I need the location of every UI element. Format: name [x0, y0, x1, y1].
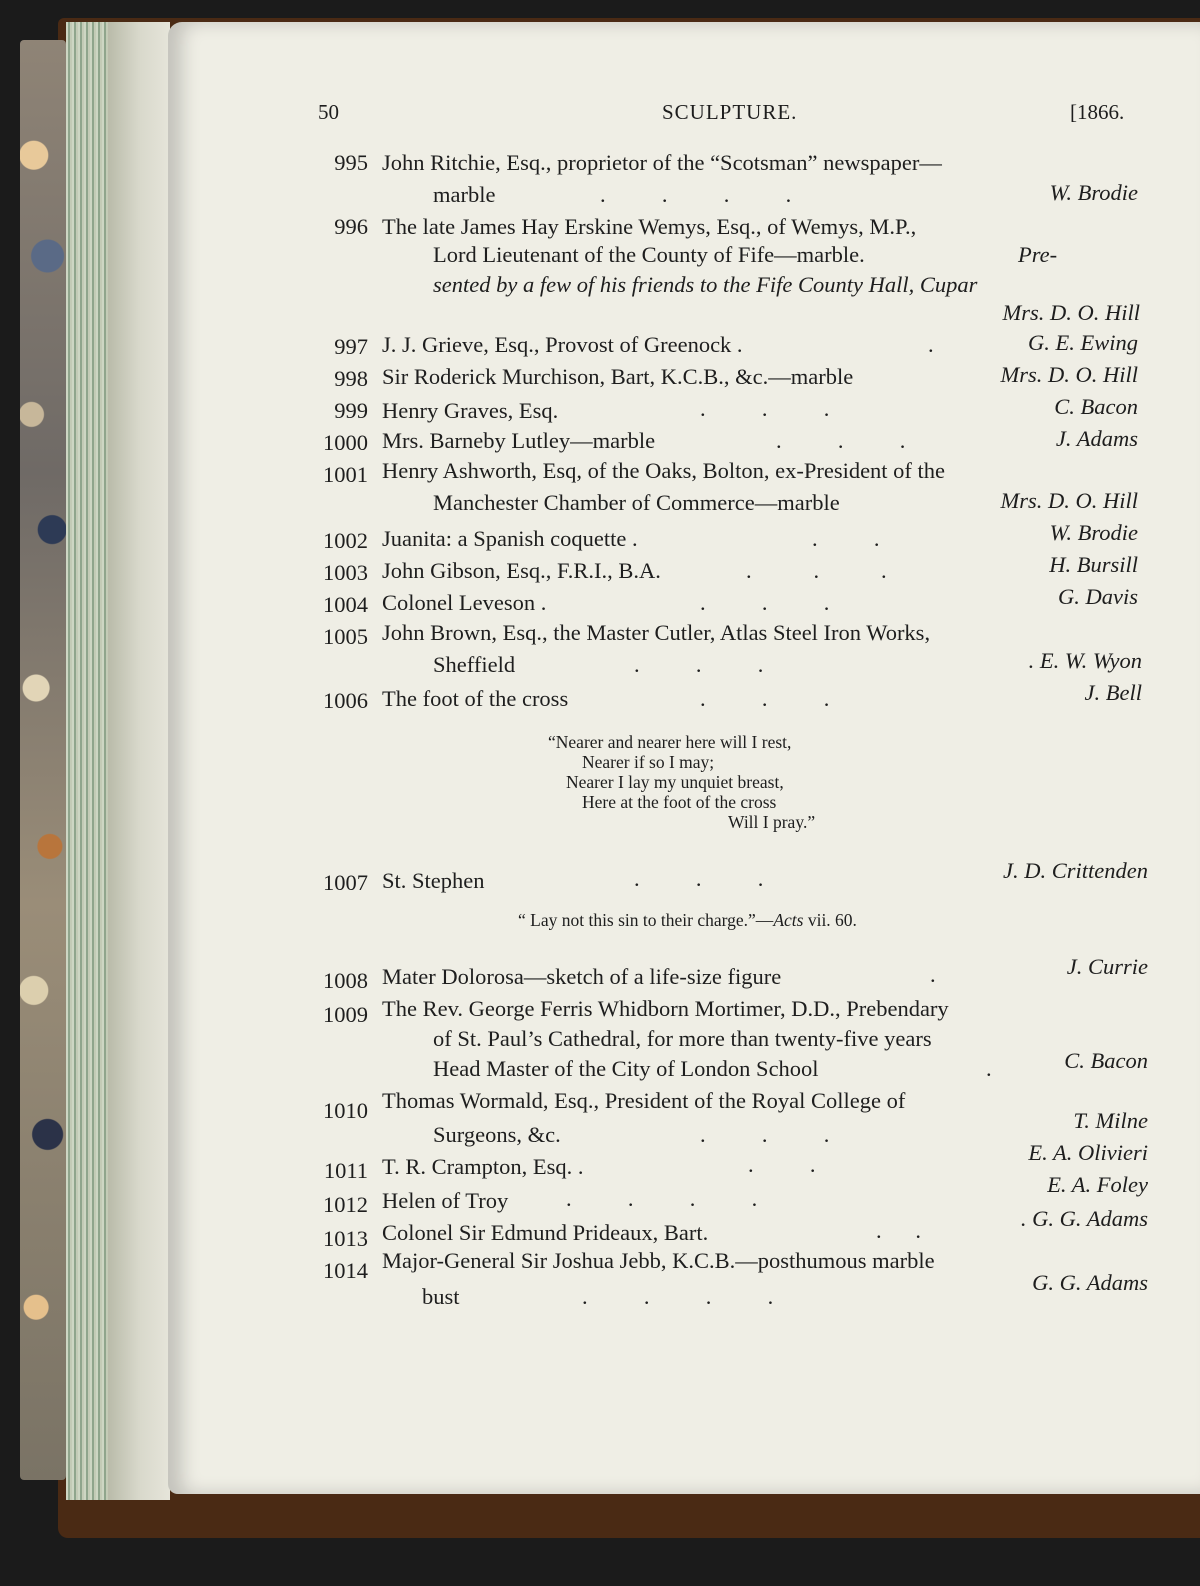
artist-name: H. Bursill [1049, 552, 1138, 577]
verse-line: Will I pray.” [728, 812, 816, 832]
page-edges [66, 22, 108, 1500]
artist-name: J. Currie [1066, 954, 1148, 979]
section-title: SCULPTURE. [662, 100, 798, 124]
entry-title-cont: of St. Paul’s Cathedral, for more than twenty-five years [433, 1026, 932, 1051]
entry-title-cont: bust [422, 1284, 460, 1309]
quote-text: “ Lay not this sin to their charge.”— [518, 910, 774, 930]
leader-dots: . . . [700, 590, 830, 615]
entry-note-cont: sented by a few of his friends to the Fife County Hall, Cupar [433, 272, 978, 297]
leader-dots: . . . . [600, 182, 792, 207]
entry-number: 1005 [323, 624, 368, 649]
leader-dots: . [930, 962, 936, 987]
entry-number: 1010 [323, 1098, 368, 1123]
verse-line: Here at the foot of the cross [582, 792, 777, 812]
artist-name: W. Brodie [1049, 520, 1138, 545]
entry-number: 1008 [323, 968, 368, 993]
entry-title: John Gibson, Esq., F.R.I., B.A. [382, 558, 661, 583]
entry-number: 1001 [323, 462, 368, 487]
entry-title-cont: Surgeons, &c. [433, 1122, 561, 1147]
entry-title: Mrs. Barneby Lutley—marble [382, 428, 656, 453]
entry-title: Helen of Troy [382, 1188, 509, 1213]
artist-name: . E. W. Wyon [1028, 648, 1142, 673]
entry-title-cont: Lord Lieutenant of the County of Fife—marble. [433, 242, 865, 267]
entry-title-cont: marble [433, 182, 496, 207]
entry-title-cont: Head Master of the City of London School [433, 1056, 819, 1081]
entry-title: Henry Ashworth, Esq, of the Oaks, Bolton, ex-President of the [382, 458, 946, 483]
entry-title: Henry Graves, Esq. [382, 398, 559, 423]
entry-number: 1004 [323, 592, 368, 617]
entry-title: Juanita: a Spanish coquette . [382, 526, 638, 551]
entry-title: Thomas Wormald, Esq., President of the Royal College of [382, 1088, 906, 1113]
artist-name: T. Milne [1073, 1108, 1148, 1133]
entry-title: Colonel Sir Edmund Prideaux, Bart. [382, 1220, 709, 1245]
leader-dots: . . [876, 1218, 921, 1243]
entry-number: 1003 [323, 560, 368, 585]
entry-number: 996 [334, 214, 368, 239]
verse-line: “Nearer and nearer here will I rest, [548, 732, 792, 752]
entry-number: 998 [334, 366, 368, 391]
leader-dots: . . [748, 1152, 816, 1177]
leader-dots: . . [812, 526, 880, 551]
entry-title: The Rev. George Ferris Whidborn Mortimer, D.D., Prebendary [382, 996, 949, 1021]
artist-name: Mrs. D. O. Hill [1002, 300, 1140, 325]
leader-dots: . . . [776, 428, 906, 453]
leader-dots: . . . [634, 866, 764, 891]
leader-dots: . . . [700, 686, 830, 711]
entry-number: 1006 [323, 688, 368, 713]
entry-title: Major-General Sir Joshua Jebb, K.C.B.—posthumous marble [382, 1248, 935, 1273]
artist-name: C. Bacon [1054, 394, 1138, 419]
artist-name: Mrs. D. O. Hill [1000, 488, 1138, 513]
entry-title: The foot of the cross [382, 686, 569, 711]
entry-number: 1000 [323, 430, 368, 455]
entry-note: Pre- [1018, 242, 1058, 267]
artist-name: Mrs. D. O. Hill [1000, 362, 1138, 387]
entry-title: The late James Hay Erskine Wemys, Esq., of Wemys, M.P., [382, 214, 917, 239]
leader-dots: . [986, 1056, 992, 1081]
scripture-quote [518, 910, 857, 931]
artist-name: J. Adams [1055, 426, 1138, 451]
artist-name: J. Bell [1084, 680, 1142, 705]
entry-number: 995 [334, 150, 368, 175]
leader-dots: . . . [634, 652, 764, 677]
quote-ref: vii. 60. [803, 910, 857, 930]
artist-name: J. D. Crittenden [1003, 858, 1148, 883]
entry-title: John Ritchie, Esq., proprietor of the “Scotsman” newspaper— [382, 150, 942, 175]
leader-dots: . . . . [582, 1284, 774, 1309]
gutter [108, 22, 170, 1500]
leader-dots: . . . . [566, 1186, 758, 1211]
artist-name: E. A. Foley [1047, 1172, 1148, 1197]
entry-title: John Brown, Esq., the Master Cutler, Atlas Steel Iron Works, [382, 620, 931, 645]
verse-line: Nearer if so I may; [582, 752, 715, 772]
entry-title: St. Stephen [382, 868, 485, 893]
leader-dots: . . . [700, 396, 830, 421]
artist-name: E. A. Olivieri [1028, 1140, 1148, 1165]
entry-title-cont: Sheffield [433, 652, 516, 677]
leader-dots: . [928, 332, 934, 357]
entry-number: 1007 [323, 870, 368, 895]
entry-title: Colonel Leveson . [382, 590, 547, 615]
artist-name: W. Brodie [1049, 180, 1138, 205]
marbled-edge [20, 40, 66, 1480]
entry-title: J. J. Grieve, Esq., Provost of Greenock . [382, 332, 743, 357]
artist-name: G. Davis [1058, 584, 1138, 609]
entry-number: 1009 [323, 1002, 368, 1027]
quote-source: Acts [773, 910, 804, 930]
entry-title: T. R. Crampton, Esq. . [382, 1154, 584, 1179]
year-label: [1866. [1070, 100, 1125, 124]
leader-dots: . . . [746, 558, 887, 583]
entry-number: 1012 [323, 1192, 368, 1217]
page-number: 50 [318, 100, 339, 124]
artist-name: . G. G. Adams [1020, 1206, 1148, 1231]
entry-number: 1014 [323, 1258, 368, 1283]
entry-number: 1011 [323, 1158, 368, 1183]
verse-line: Nearer I lay my unquiet breast, [566, 772, 784, 792]
artist-name: C. Bacon [1064, 1048, 1148, 1073]
entry-number: 999 [334, 398, 368, 423]
entry-number: 1002 [323, 528, 368, 553]
entry-number: 997 [334, 334, 368, 359]
artist-name: G. E. Ewing [1028, 330, 1138, 355]
artist-name: G. G. Adams [1032, 1270, 1148, 1295]
entry-title: Mater Dolorosa—sketch of a life-size figure [382, 964, 782, 989]
leader-dots: . . . [700, 1122, 830, 1147]
entry-title-cont: Manchester Chamber of Commerce—marble [433, 490, 840, 515]
entry-number: 1013 [323, 1226, 368, 1251]
entry-title: Sir Roderick Murchison, Bart, K.C.B., &c.—marble [382, 364, 854, 389]
